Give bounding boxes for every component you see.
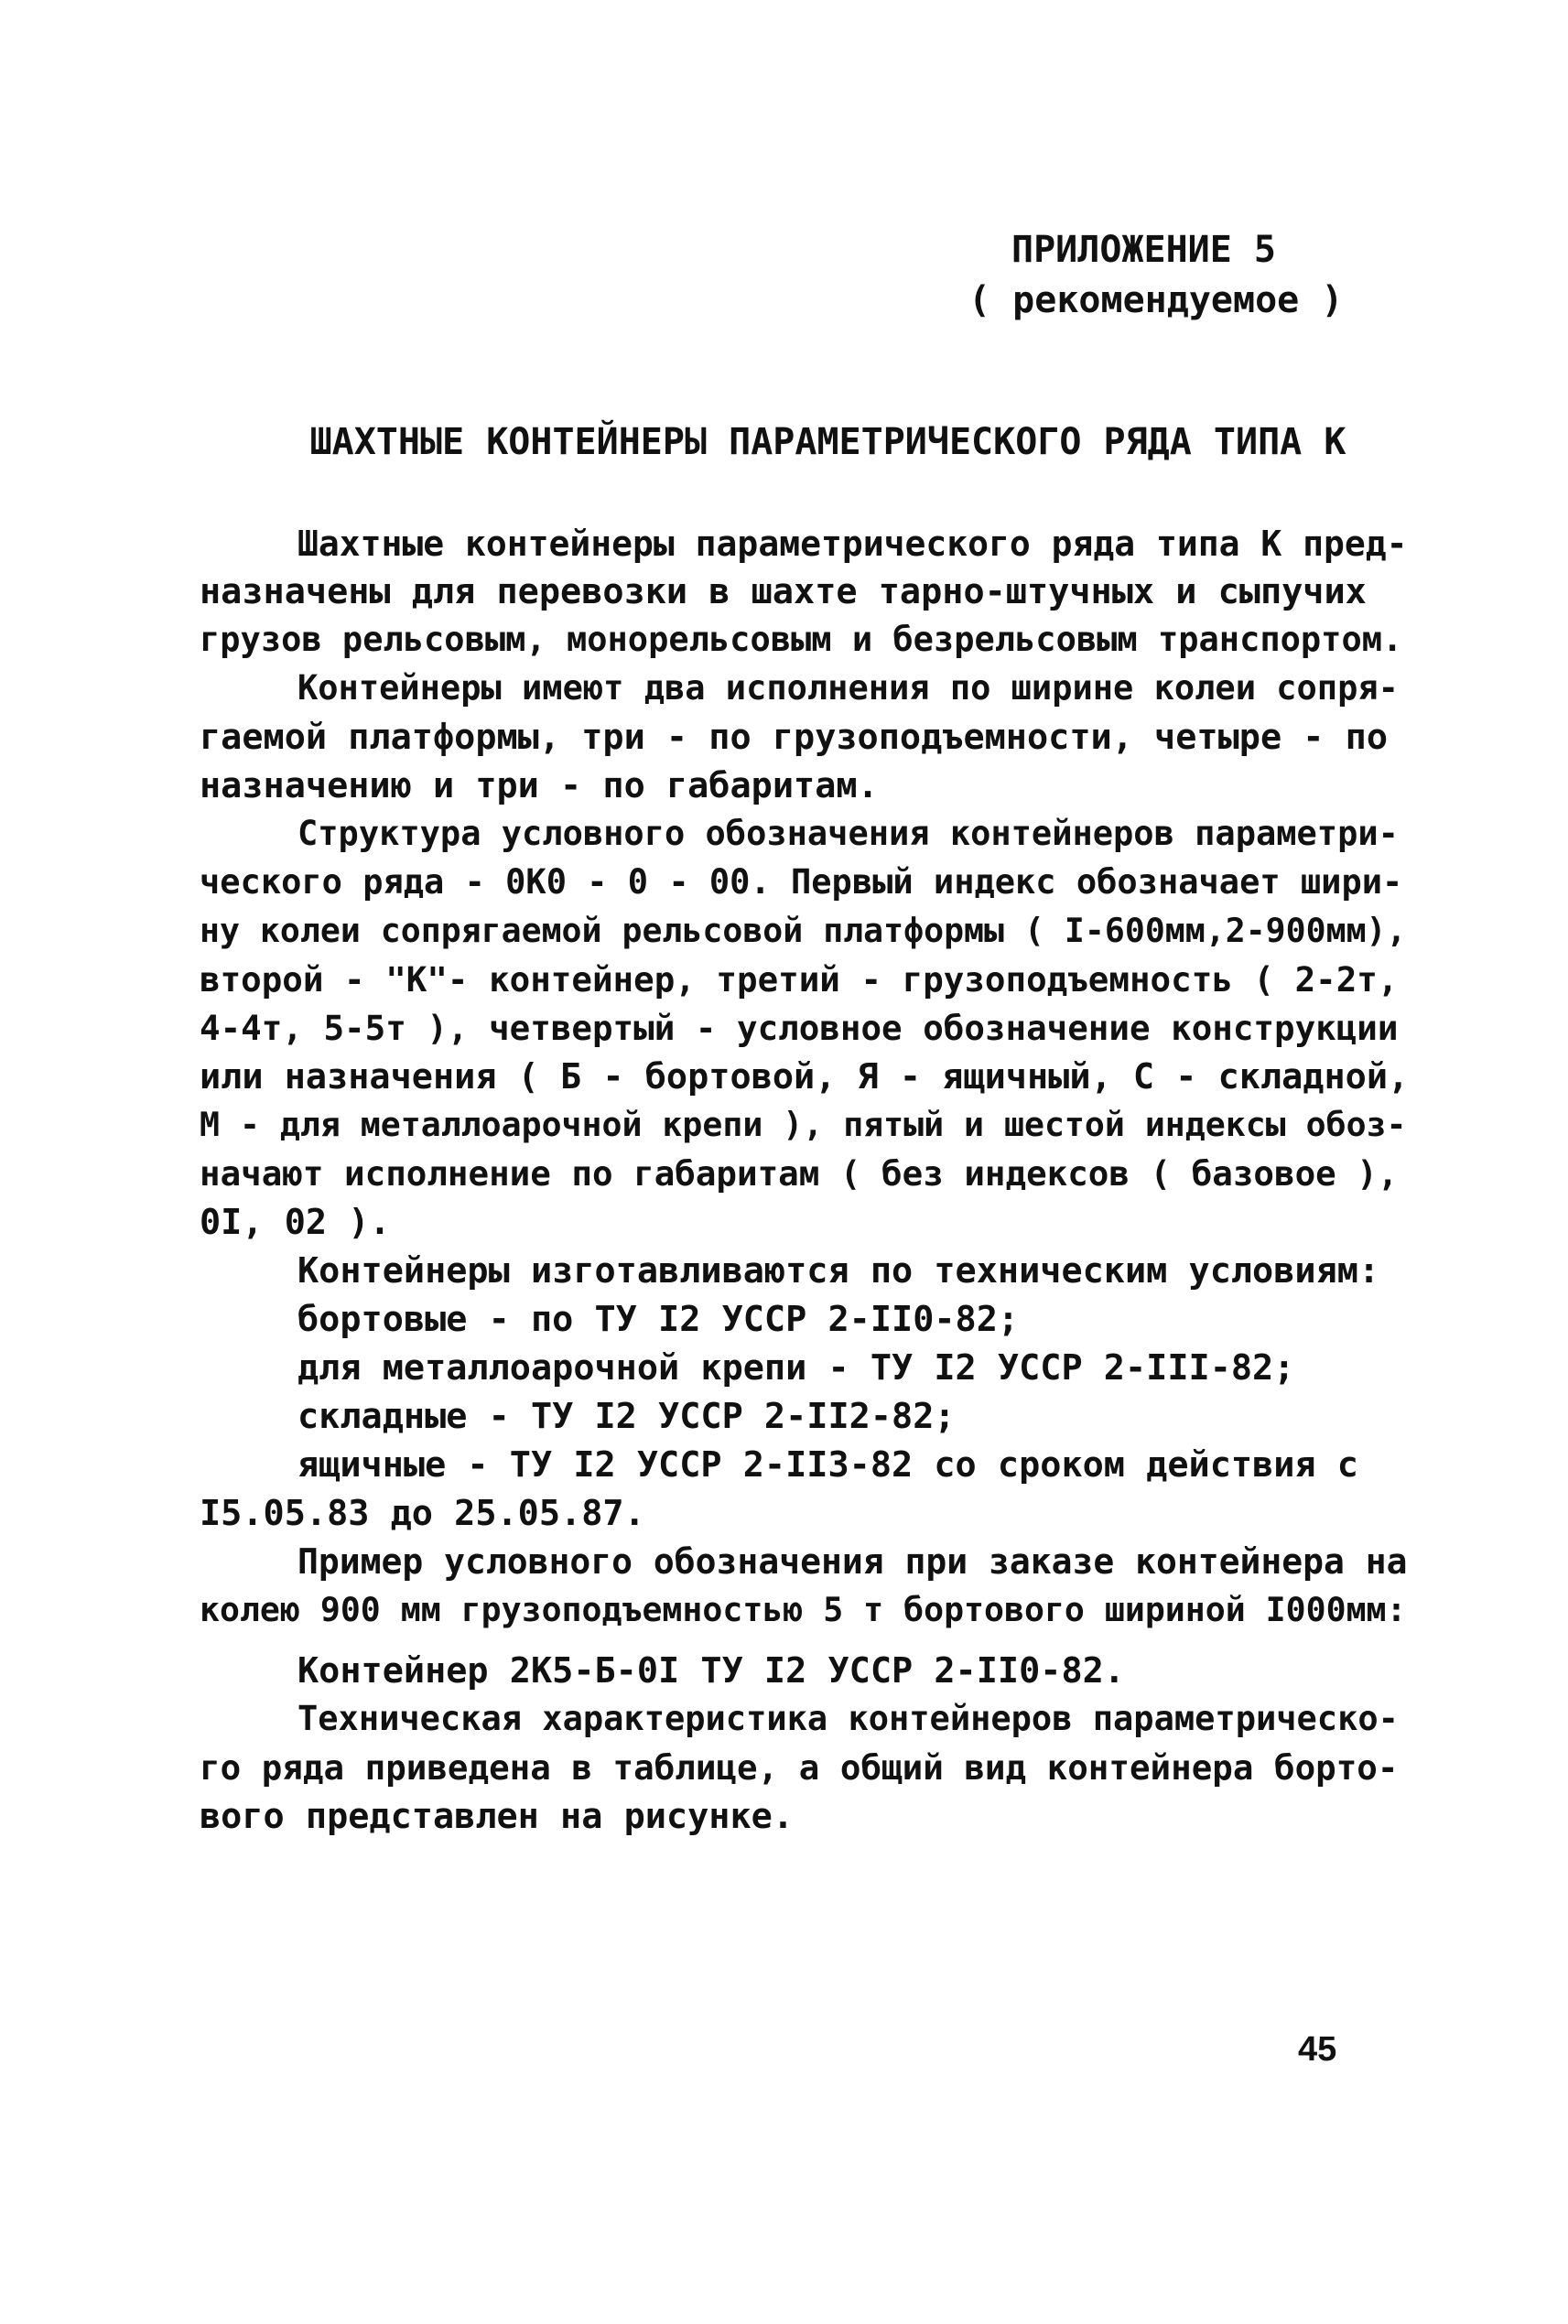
body-line: 4-4т, 5-5т ), четвертый - условное обозначение конструкции xyxy=(200,1008,1399,1048)
body-line: складные - ТУ I2 УССР 2-II2-82; xyxy=(297,1396,956,1437)
body-line: Контейнеры имеют два исполнения по ширине колеи сопря- xyxy=(297,668,1399,708)
body-line: Структура условного обозначения контейнеров параметри- xyxy=(297,814,1399,853)
body-line: назначению и три - по габаритам. xyxy=(200,765,879,806)
body-line: Шахтные контейнеры параметрического ряда типа К пред- xyxy=(297,524,1408,564)
appendix-note: ( рекомендуемое ) xyxy=(968,279,1344,321)
body-line: Контейнеры изготавливаются по техническим условиям: xyxy=(297,1250,1380,1292)
body-line: грузов рельсовым, монорельсовым и безрельсовым транспортом. xyxy=(200,620,1403,659)
body-line: 0I, 02 ). xyxy=(200,1202,391,1243)
document-title: ШАХТНЫЕ КОНТЕЙНЕРЫ ПАРАМЕТРИЧЕСКОГО РЯДА ТИПА К xyxy=(309,421,1346,463)
body-line: Пример условного обозначения при заказе контейнера на xyxy=(297,1541,1408,1582)
body-line: бортовые - по ТУ I2 УССР 2-II0-82; xyxy=(297,1299,1020,1340)
body-line: го ряда приведена в таблице, а общий вид контейнера борто- xyxy=(200,1747,1399,1788)
body-line: для металлоарочной крепи - ТУ I2 УССР 2-III-82; xyxy=(297,1347,1295,1389)
appendix-label: ПРИЛОЖЕНИЕ 5 xyxy=(1011,229,1276,271)
body-line: начают исполнение по габаритам ( без индексов ( базовое ), xyxy=(200,1153,1399,1194)
body-line: I5.05.83 до 25.05.87. xyxy=(200,1493,645,1534)
body-line: ящичные - ТУ I2 УССР 2-II3-82 со сроком действия с xyxy=(297,1444,1358,1486)
page-number: 45 xyxy=(1298,2030,1337,2069)
body-line: М - для металлоарочной крепи ), пятый и шестой индексы обоз- xyxy=(200,1105,1407,1144)
body-line: ческого ряда - 0К0 - 0 - 00. Первый индекс обозначает шири- xyxy=(200,862,1403,902)
body-line: вого представлен на рисунке. xyxy=(200,1796,795,1837)
body-line: назначены для перевозки в шахте тарно-штучных и сыпучих xyxy=(200,571,1367,612)
body-line: Техническая характеристика контейнеров параметрическо- xyxy=(297,1699,1399,1738)
body-line: Контейнер 2К5-Б-0I ТУ I2 УССР 2-II0-82. xyxy=(297,1650,1125,1692)
body-line: второй - "К"- контейнер, третий - грузоподъемность ( 2-2т, xyxy=(200,959,1399,1000)
body-line: или назначения ( Б - бортовой, Я - ящичный, С - складной, xyxy=(200,1056,1410,1097)
body-line: колею 900 мм грузоподъемностью 5 т бортового шириной I000мм: xyxy=(200,1590,1407,1629)
body-line: гаемой платформы, три - по грузоподъемности, четыре - по xyxy=(200,717,1389,758)
body-line: ну колеи сопрягаемой рельсовой платформы ( I-600мм,2-900мм), xyxy=(200,911,1407,950)
